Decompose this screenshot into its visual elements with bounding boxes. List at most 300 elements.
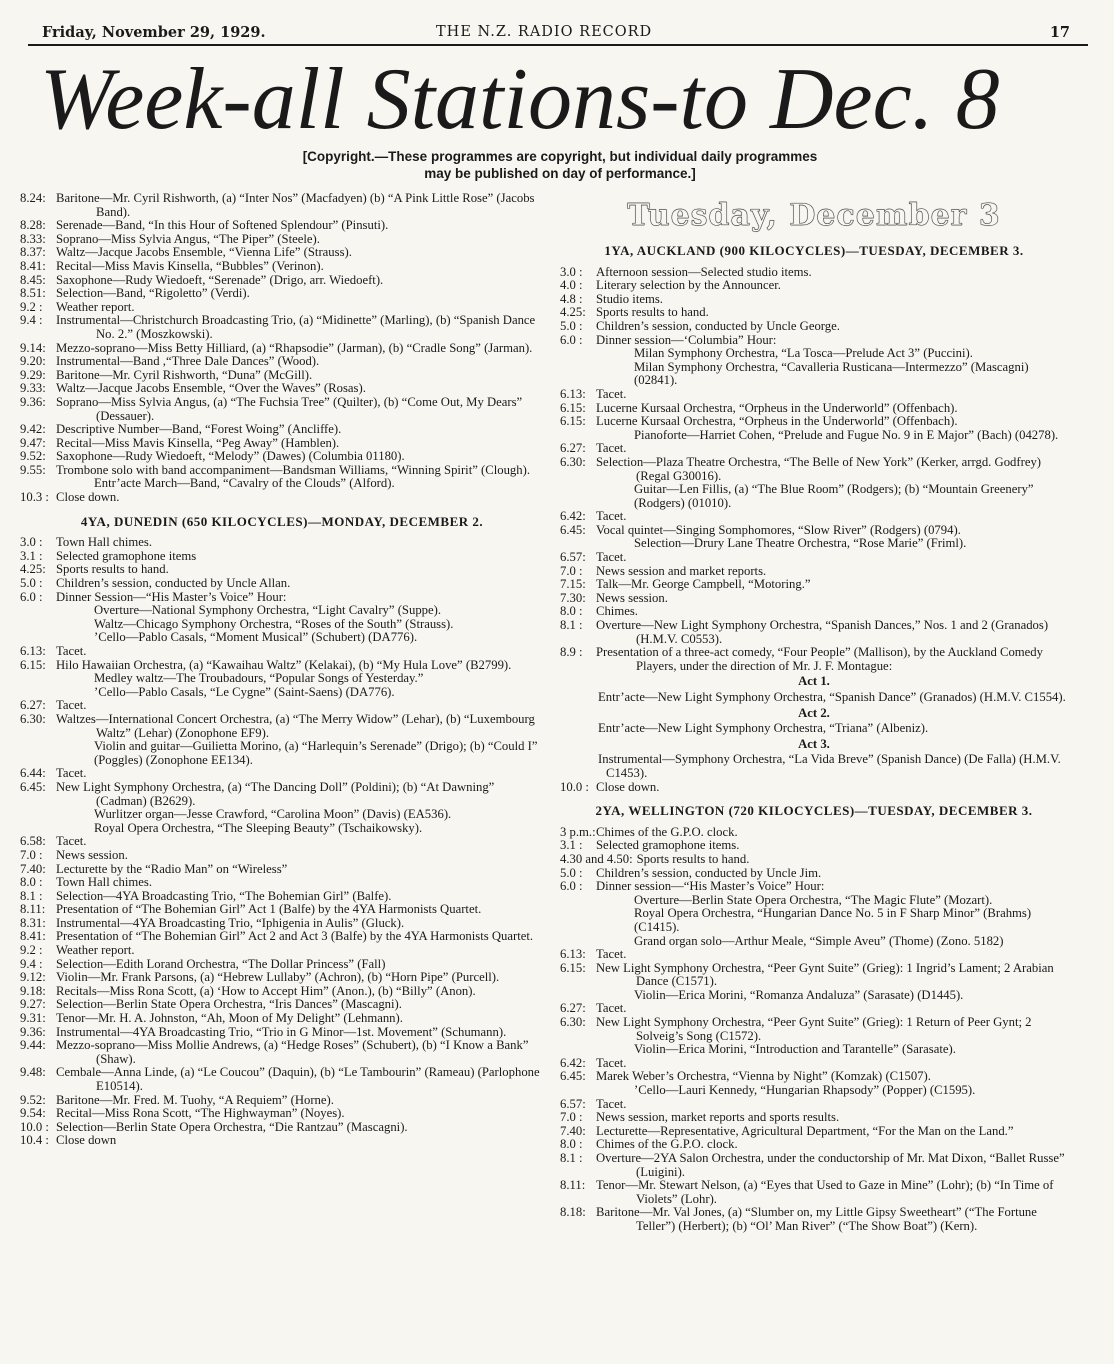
entry-time: 3.1 : [560, 838, 583, 853]
programme-entry [560, 1070, 1068, 1084]
entry-text: Instrumental—Christchurch Broadcasting Trio, (a) “Midinette” (Marling), (b) “Spanish Dance No. 2.” (Moszkowski). [56, 313, 536, 341]
programme-entry [560, 524, 1068, 538]
entry-text: Presentation of “The Bohemian Girl” Act 2 and Act 3 (Balfe) by the 4YA Harmonists Quartet. [56, 929, 534, 944]
programme-entry [560, 781, 1068, 795]
entry-time: 6.42: [560, 509, 586, 524]
entry-time: 7.0 : [560, 563, 583, 578]
entry-text: Tenor—Mr. H. A. Johnston, “Ah, Moon of My Delight” (Lehmann). [56, 1011, 403, 1026]
entry-time: 4.0 : [560, 278, 583, 293]
entry-time [560, 361, 596, 388]
entry-text: Chimes of the G.P.O. clock. [596, 824, 738, 839]
entry-time: 6.44: [20, 766, 46, 781]
programme-entry [560, 1125, 1068, 1139]
entry-time [20, 604, 56, 618]
programme-entry [20, 450, 544, 464]
programme-entry [20, 477, 544, 491]
entry-time: 5.0 : [20, 576, 43, 591]
entry-time: 9.31: [20, 1011, 46, 1026]
entry-time: 8.51: [20, 286, 46, 301]
entry-time: 7.40: [20, 861, 46, 876]
programme-entry [560, 1152, 1068, 1179]
programme-entry [20, 1121, 544, 1135]
entry-text: Violin—Erica Morini, “Introduction and Tarantelle” (Sarasate). [634, 1042, 956, 1057]
entry-text: Hilo Hawaiian Orchestra, (a) “Kawaihau Waltz” (Kelakai), (b) “My Hula Love” (B2799). [56, 657, 512, 672]
entry-time: 9.4 : [20, 313, 43, 328]
entry-text: Dinner Session—“His Master’s Voice” Hour: [56, 589, 287, 604]
programme-entry [560, 1002, 1068, 1016]
entry-time [560, 483, 596, 510]
entry-time: 9.27: [20, 997, 46, 1012]
programme-entry [20, 1134, 544, 1148]
entry-text: News session, market reports and sports results. [596, 1110, 840, 1125]
entry-text: Recital—Miss Mavis Kinsella, “Bubbles” (Verinon). [56, 258, 324, 273]
programme-entry [20, 781, 544, 808]
entry-text: ’Cello—Pablo Casals, “Le Cygne” (Saint-Saens) (DA776). [94, 684, 395, 699]
act-1-entry: Entr’acte—New Light Symphony Orchestra, “Spanish Dance” (Granados) (H.M.V. C1554). [598, 690, 1066, 704]
programme-entry [20, 577, 544, 591]
programme-entry [20, 550, 544, 564]
programme-entry [20, 1094, 544, 1108]
entry-time: 7.0 : [20, 847, 43, 862]
entry-time [20, 672, 56, 686]
entry-time [20, 740, 56, 767]
programme-entry [20, 342, 544, 356]
programme-entry [560, 1043, 1068, 1057]
programme-entry [20, 536, 544, 550]
entry-text: Recital—Miss Mavis Kinsella, “Peg Away” (Hamblen). [56, 435, 340, 450]
entry-text: Vocal quintet—Singing Somphomores, “Slow River” (Rodgers) (0794). [596, 522, 961, 537]
entry-text: Instrumental—Band ,“Three Dale Dances” (Wood). [56, 354, 320, 369]
entry-text: Waltz—Jacque Jacobs Ensemble, “Over the Waves” (Rosas). [56, 381, 366, 396]
entry-time: 9.4 : [20, 956, 43, 971]
programme-entry [20, 301, 544, 315]
programme-entry [560, 1016, 1068, 1043]
programme-entry [20, 382, 544, 396]
entry-time: 10.0 : [20, 1119, 49, 1134]
programme-entry [20, 604, 544, 618]
entry-time: 6.30: [560, 1015, 586, 1030]
entry-time: 9.55: [20, 462, 46, 477]
header-rule [28, 44, 1088, 46]
entry-text: News session and market reports. [596, 563, 767, 578]
programme-entry [20, 219, 544, 233]
entry-text: Grand organ solo—Arthur Meale, “Simple Aveu” (Thome) (Zono. 5182) [634, 933, 1004, 948]
entry-text: Talk—Mr. George Campbell, “Motoring.” [596, 577, 811, 592]
programme-entry [560, 948, 1068, 962]
programme-entry [20, 903, 544, 917]
entry-text: Tacet. [596, 1055, 627, 1070]
entry-text: New Light Symphony Orchestra, (a) “The Dancing Doll” (Poldini); (b) “At Dawning” (Cadman) (B2629). [56, 779, 495, 808]
entry-time: 6.27: [560, 441, 586, 456]
entry-time: 3 p.m.: [560, 824, 596, 839]
entry-time: 9.42: [20, 422, 46, 437]
entry-text: Selection—Berlin State Opera Orchestra, “Die Rantzau” (Mascagni). [56, 1119, 408, 1134]
entry-text: Lecturette by the “Radio Man” on “Wireless” [56, 861, 288, 876]
entry-time: 8.1 : [560, 1151, 583, 1165]
entry-text: Mezzo-soprano—Miss Betty Hilliard, (a) “Rhapsodie” (Jarman), (b) “Cradle Song” (Jarman). [56, 340, 533, 355]
entry-time: 6.15: [560, 414, 586, 429]
programme-entry [20, 274, 544, 288]
entry-time: 8.0 : [560, 1137, 583, 1152]
entry-time: 9.12: [20, 970, 46, 985]
programme-entry [560, 442, 1068, 456]
act-3-entry: Instrumental—Symphony Orchestra, “La Vida Breve” (Spanish Dance) (De Falla) (H.M.V. C1453). [598, 752, 1061, 780]
programme-entry [560, 962, 1068, 989]
programme-entry [20, 1026, 544, 1040]
entry-time [560, 907, 596, 934]
programme-entry [560, 605, 1068, 619]
programme-entry [560, 989, 1068, 1003]
programme-entry [560, 537, 1068, 551]
entry-text: Dinner session—‘Columbia” Hour: [596, 332, 777, 347]
entry-time: 6.0 : [20, 589, 43, 604]
programme-entry [20, 1066, 544, 1093]
entry-text: Saxophone—Rudy Wiedoeft, “Melody” (Dawes) (Columbia 01180). [56, 449, 405, 464]
act-1-heading: Act 1. [798, 674, 830, 689]
entry-time: 6.27: [20, 698, 46, 713]
entry-time: 9.48: [20, 1065, 46, 1080]
entry-text: Selection—4YA Broadcasting Trio, “The Bohemian Girl” (Balfe). [56, 888, 392, 903]
programme-entry [20, 464, 544, 478]
entry-text: Selected gramophone items. [596, 838, 740, 853]
entry-time: 6.57: [560, 550, 586, 565]
programme-entry [560, 1179, 1068, 1206]
entry-text: Mezzo-soprano—Miss Mollie Andrews, (a) “Hedge Roses” (Schubert), (b) “I Know a Bank” (Shaw). [56, 1038, 529, 1066]
entry-time: 6.15: [560, 400, 586, 415]
entry-time: 3.0 : [20, 535, 43, 550]
entry-text: Studio items. [596, 291, 663, 306]
entry-time: 4.25: [560, 305, 586, 320]
entry-text: Medley waltz—The Troubadours, “Popular Songs of Yesterday.” [94, 671, 424, 686]
entry-text: Tacet. [596, 386, 627, 401]
entry-text: Violin and guitar—Guilietta Morino, (a) “Harlequin’s Serenade” (Drigo); (b) “Could I” (Poggles) (Zonophone EE134). [94, 739, 538, 767]
entry-text: Instrumental—4YA Broadcasting Trio, “Trio in G Minor—1st. Movement” (Schumann). [56, 1024, 507, 1039]
entry-text: Tacet. [596, 947, 627, 962]
entry-time [20, 686, 56, 700]
entry-time: 9.36: [20, 1024, 46, 1039]
programme-entry [20, 260, 544, 274]
entry-time [560, 537, 596, 551]
programme-entry [560, 402, 1068, 416]
programme-entry [560, 361, 1068, 388]
day-title: Tuesday, December 3 [627, 198, 1001, 233]
entry-text: Children’s session, conducted by Uncle Jim. [596, 865, 822, 880]
programme-entry [560, 592, 1068, 606]
programme-entry [20, 287, 544, 301]
entry-time: 6.15: [560, 960, 586, 975]
dunedin-heading: 4YA, DUNEDIN (650 KILOCYCLES)—MONDAY, DECEMBER 2. [80, 513, 484, 529]
entry-time: 9.36: [20, 394, 46, 409]
entry-time: 4.8 : [560, 291, 583, 306]
programme-entry [560, 429, 1068, 443]
entry-time: 8.45: [20, 272, 46, 287]
entry-text: Presentation of “The Bohemian Girl” Act 1 (Balfe) by the 4YA Harmonists Quartet. [56, 902, 482, 917]
programme-entry [20, 930, 544, 944]
programme-entry [560, 565, 1068, 579]
entry-text: Overture—New Light Symphony Orchestra, “Spanish Dances,” Nos. 1 and 2 (Granados) (H.M.V. C0553). [596, 618, 1049, 646]
entry-text: Overture—Berlin State Opera Orchestra, “The Magic Flute” (Mozart). [634, 892, 993, 907]
entry-text: Guitar—Len Fillis, (a) “The Blue Room” (Rodgers); (b) “Mountain Greenery” (Rodgers) (01010). [634, 482, 1034, 510]
programme-entry [560, 334, 1068, 348]
entry-time: 8.37: [20, 245, 46, 260]
entry-time: 9.44: [20, 1038, 46, 1053]
entry-time: 6.13: [20, 644, 46, 658]
entry-text: Weather report. [56, 299, 135, 314]
programme-entry [560, 266, 1068, 280]
programme-entry [20, 618, 544, 632]
entry-time: 6.42: [560, 1055, 586, 1070]
entry-text: Literary selection by the Announcer. [596, 278, 781, 293]
entry-text: Tacet. [596, 1096, 627, 1111]
entry-time: 6.45: [20, 779, 46, 794]
entry-time: 6.27: [560, 1001, 586, 1016]
programme-entry [20, 437, 544, 451]
programme-entry [560, 1098, 1068, 1112]
entry-text: Lucerne Kursaal Orchestra, “Orpheus in the Underworld” (Offenbach). [596, 414, 958, 429]
programme-entry [560, 1206, 1068, 1233]
page-number: 17 [1049, 24, 1070, 41]
entry-text: Violin—Mr. Frank Parsons, (a) “Hebrew Lullaby” (Achron), (b) “Horn Pipe” (Purcell). [56, 970, 500, 985]
entry-text: Waltz—Chicago Symphony Orchestra, “Roses of the South” (Strauss). [94, 616, 454, 631]
entry-time: 3.1 : [20, 548, 43, 563]
entry-time: 9.2 : [20, 299, 43, 314]
programme-entry [20, 849, 544, 863]
entry-text: Waltzes—International Concert Orchestra, (a) “The Merry Widow” (Lehar), (b) “Luxembourg Waltz” (Lehar) (Zonophone EF9). [56, 711, 535, 740]
entry-text: Selection—Edith Lorand Orchestra, “The Dollar Princess” (Fall) [56, 956, 386, 971]
programme-entry [560, 551, 1068, 565]
programme-entry [20, 659, 544, 673]
entry-text: Close down [56, 1133, 117, 1148]
entry-text: Selection—Plaza Theatre Orchestra, “The Belle of New York” (Kerker, arrgd. Godfrey) (Regal G30016). [596, 454, 1042, 483]
programme-entry [560, 388, 1068, 402]
programme-entry [560, 578, 1068, 592]
programme-entry [20, 355, 544, 369]
entry-time: 8.41: [20, 929, 46, 944]
programme-entry [20, 423, 544, 437]
programme-entry [560, 320, 1068, 334]
entry-time: 6.0 : [560, 879, 583, 894]
entry-text: Town Hall chimes. [56, 535, 153, 550]
copyright-notice: [Copyright.—These programmes are copyright, but individual daily programmes may be published on day of performance.] [302, 149, 818, 181]
entry-time: 4.25: [20, 562, 46, 577]
entry-time: 9.14: [20, 340, 46, 355]
entry-text: Serenade—Band, “In this Hour of Softened Splendour” (Pinsuti). [56, 218, 389, 233]
entry-time [560, 894, 596, 908]
entry-text: Entr’acte March—Band, “Cavalry of the Clouds” (Alford). [94, 476, 395, 491]
entry-time: 4.30 and 4.50: [560, 851, 633, 866]
wellington-heading: 2YA, WELLINGTON (720 KILOCYCLES)—TUESDAY, DECEMBER 3. [595, 803, 1033, 819]
act-2-entry: Entr’acte—New Light Symphony Orchestra, “Triana” (Albeniz). [598, 721, 929, 736]
entry-text: Tenor—Mr. Stewart Nelson, (a) “Eyes that Used to Gaze in Mine” (Lohr); (b) “In Time of Violets” (Lohr). [596, 1178, 1054, 1206]
programme-entry [20, 890, 544, 904]
programme-entry [20, 740, 544, 767]
programme-entry [20, 591, 544, 605]
programme-entry [20, 944, 544, 958]
entry-text: Recitals—Miss Rona Scott, (a) ‘How to Accept Him” (Anon.), (b) “Billy” (Anon). [56, 983, 476, 998]
programme-entry [20, 822, 544, 836]
programme-entry [20, 1107, 544, 1121]
dunedin-programme-list [20, 536, 544, 1148]
entry-time: 6.45: [560, 522, 586, 537]
entry-text: Royal Opera Orchestra, “Hungarian Dance No. 5 in F Sharp Minor” (Brahms) (C1415). [634, 906, 1032, 934]
entry-text: Saxophone—Rudy Wiedoeft, “Serenade” (Drigo, arr. Wiedoeft). [56, 272, 384, 287]
programme-entry [20, 835, 544, 849]
entry-time: 8.0 : [560, 604, 583, 619]
entry-time: 5.0 : [560, 865, 583, 880]
programme-entry [560, 1057, 1068, 1071]
act-2-heading: Act 2. [798, 705, 830, 720]
entry-time: 7.15: [560, 577, 586, 592]
programme-entry [20, 713, 544, 740]
entry-time: 9.20: [20, 354, 46, 369]
entry-text: Afternoon session—Selected studio items. [596, 264, 812, 279]
programme-entry [20, 314, 544, 341]
entry-text: Lucerne Kursaal Orchestra, “Orpheus in the Underworld” (Offenbach). [596, 400, 958, 415]
entry-text: Baritone—Mr. Cyril Rishworth, (a) “Inter Nos” (Macfadyen) (b) “A Pink Little Rose” (Jacobs Band). [56, 191, 535, 219]
entry-text: Selection—Drury Lane Theatre Orchestra, “Rose Marie” (Friml). [634, 536, 967, 551]
entry-text: News session. [596, 590, 668, 605]
auckland-heading: 1YA, AUCKLAND (900 KILOCYCLES)—TUESDAY, DECEMBER 3. [604, 243, 1024, 258]
entry-text: Violin—Erica Morini, “Romanza Andaluza” (Sarasate) (D1445). [634, 987, 964, 1002]
entry-text: ’Cello—Lauri Kennedy, “Hungarian Rhapsody” (Popper) (C1595). [634, 1083, 976, 1098]
entry-text: Tacet. [596, 509, 627, 524]
entry-time [560, 989, 596, 1003]
entry-time: 8.28: [20, 218, 46, 233]
entry-text: Children’s session, conducted by Uncle George. [596, 318, 840, 333]
entry-time: 6.30: [560, 454, 586, 469]
entry-text: Chimes of the G.P.O. clock. [596, 1137, 738, 1152]
entry-time [20, 618, 56, 632]
entry-text: Dinner session—“His Master’s Voice” Hour: [596, 879, 825, 894]
programme-entry [20, 985, 544, 999]
entry-time: 9.2 : [20, 943, 43, 958]
entry-time: 8.1 : [20, 888, 43, 903]
programme-entry [560, 894, 1068, 908]
entry-time: 8.11: [20, 902, 46, 917]
entry-text: Baritone—Mr. Val Jones, (a) “Slumber on, my Little Gipsy Sweetheart” (“The Fortune Teller”) (Herbert); (b) “Ol’ Man River” (“The Show Boat”) (Kern). [596, 1205, 1037, 1233]
entry-text: Cembale—Anna Linde, (a) “Le Coucou” (Daquin), (b) “Le Tambourin” (Rameau) (Parlophone E10514). [56, 1065, 540, 1093]
entry-time: 6.15: [20, 657, 46, 672]
entry-text: Milan Symphony Orchestra, “Cavalleria Rusticana—Intermezzo” (Mascagni) (02841). [634, 359, 1029, 388]
right-column [560, 198, 1068, 1234]
programme-entry [560, 279, 1068, 293]
programme-entry [560, 415, 1068, 429]
entry-text: Weather report. [56, 943, 135, 958]
entry-time: 7.40: [560, 1123, 586, 1138]
entry-time: 8.11: [560, 1178, 586, 1193]
programme-entry [560, 880, 1068, 894]
entry-text: Soprano—Miss Sylvia Angus, (a) “The Fuchsia Tree” (Quilter), (b) “Come Out, My Dears” (Dessauer). [56, 394, 523, 423]
programme-entry [20, 998, 544, 1012]
programme-entry [560, 907, 1068, 934]
entry-time: 7.30: [560, 590, 586, 605]
entry-time [560, 935, 596, 949]
entry-time [20, 631, 56, 645]
entry-time: 10.0 : [560, 779, 589, 794]
programme-entry [560, 306, 1068, 320]
entry-text: Close down. [596, 779, 660, 794]
entry-time: 8.31: [20, 915, 46, 930]
entry-time: 9.29: [20, 367, 46, 382]
programme-entry [560, 1111, 1068, 1125]
entry-text: Waltz—Jacque Jacobs Ensemble, “Vienna Life” (Strauss). [56, 245, 352, 260]
entry-text: Tacet. [56, 834, 87, 849]
entry-text: Tacet. [596, 550, 627, 565]
programme-entry [20, 863, 544, 877]
programme-entry [560, 347, 1068, 361]
entry-time: 6.57: [560, 1096, 586, 1111]
entry-text: Close down. [56, 490, 120, 505]
entry-text: Wurlitzer organ—Jesse Crawford, “Carolina Moon” (Davis) (EA536). [94, 807, 452, 822]
programme-entry [20, 1039, 544, 1066]
programme-entry [20, 672, 544, 686]
programme-entry [560, 483, 1068, 510]
entry-text: Chimes. [596, 604, 638, 619]
entry-time: 8.33: [20, 231, 46, 246]
entry-text: Recital—Miss Rona Scott, “The Highwayman” (Noyes). [56, 1106, 345, 1121]
entry-time: 8.18: [560, 1205, 586, 1220]
programme-entry [20, 767, 544, 781]
entry-text: Trombone solo with band accompaniment—Bandsman Williams, “Winning Spirit” (Clough). [56, 462, 531, 477]
programme-entry [560, 839, 1068, 853]
entry-text: Sports results to hand. [636, 851, 750, 866]
entry-time: 6.58: [20, 834, 46, 849]
entry-time [560, 429, 596, 443]
programme-entry [20, 192, 544, 219]
programme-entry [20, 1012, 544, 1026]
entry-text: Tacet. [596, 441, 627, 456]
programme-entry [20, 876, 544, 890]
entry-text: Milan Symphony Orchestra, “La Tosca—Prelude Act 3” (Puccini). [634, 346, 973, 361]
entry-time: 6.13: [560, 386, 586, 401]
programme-entry [20, 958, 544, 972]
entry-text: Tacet. [596, 1001, 627, 1016]
entry-text: News session. [56, 847, 128, 862]
entry-text: Tacet. [56, 644, 87, 658]
entry-text: Descriptive Number—Band, “Forest Woing” (Ancliffe). [56, 422, 342, 437]
entry-text: New Light Symphony Orchestra, “Peer Gynt Suite” (Grieg): 1 Return of Peer Gynt; 2 Solveig’s Song (C1572). [596, 1015, 1032, 1043]
entry-time: 9.18: [20, 983, 46, 998]
programme-entry [560, 853, 1068, 867]
programme-entry [20, 971, 544, 985]
act-3-heading: Act 3. [798, 736, 830, 751]
entry-time: 9.54: [20, 1106, 46, 1121]
entry-time: 9.47: [20, 435, 46, 450]
entry-text: New Light Symphony Orchestra, “Peer Gynt Suite” (Grieg): 1 Ingrid’s Lament; 2 Arabian Dance (C1571). [596, 960, 1054, 989]
entry-text: Pianoforte—Harriet Cohen, “Prelude and Fugue No. 9 in E Major” (Bach) (04278). [634, 427, 1059, 442]
entry-text: Soprano—Miss Sylvia Angus, “The Piper” (Steele). [56, 231, 320, 246]
christchurch-continued-list [20, 192, 544, 505]
programme-entry [20, 699, 544, 713]
entry-time: 9.52: [20, 1092, 46, 1107]
entry-time: 8.41: [20, 258, 46, 273]
entry-text: ’Cello—Pablo Casals, “Moment Musical” (Schubert) (DA776). [94, 630, 418, 645]
programme-entry [20, 631, 544, 645]
entry-time: 5.0 : [560, 318, 583, 333]
entry-time: 9.33: [20, 381, 46, 396]
entry-text: Overture—National Symphony Orchestra, “Light Cavalry” (Suppe). [94, 603, 442, 618]
entry-time [20, 808, 56, 822]
entry-text: Sports results to hand. [56, 562, 169, 577]
auckland-programme-list [560, 266, 1068, 674]
entry-time: 9.52: [20, 449, 46, 464]
programme-entry [560, 1084, 1068, 1098]
entry-time: 8.24: [20, 191, 46, 205]
entry-text: Selection—Band, “Rigoletto” (Verdi). [56, 286, 250, 301]
programme-entry [20, 645, 544, 659]
banner-title: Week-all Stations-to Dec. 8 [40, 51, 1000, 148]
programme-entry [20, 369, 544, 383]
